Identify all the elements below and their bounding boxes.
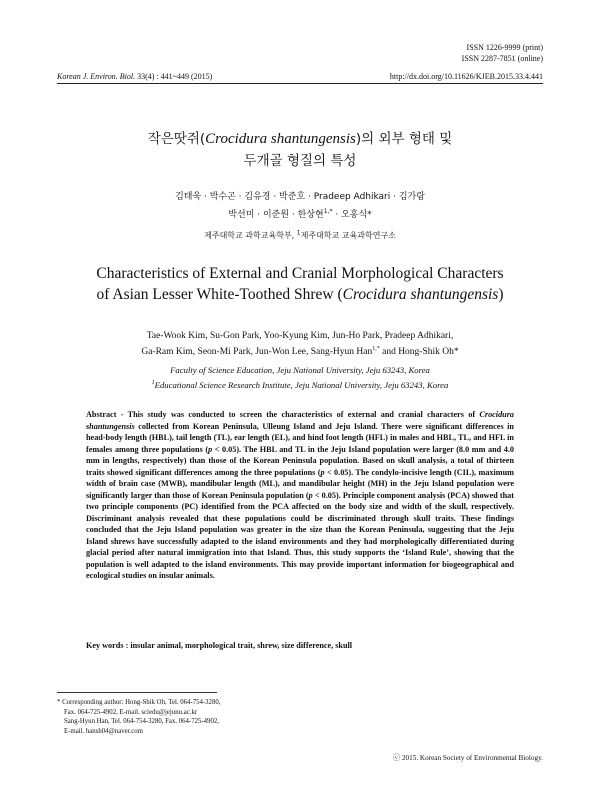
korean-authors-sup: 1,*	[323, 208, 333, 215]
english-title-line1: Characteristics of External and Cranial Morphological Characters	[96, 265, 504, 282]
keywords: Key words : insular animal, morphological trait, shrew, size difference, skull	[86, 641, 353, 650]
korean-title	[57, 128, 543, 172]
journal-header	[57, 71, 543, 84]
abstract-text-4: < 0.05). The condylo-incisive length (CIL), maximum width of brain case (MWB), mandibular length (ML), and mandibular height (MH) in the Jeju Island population were significantly larger than those of Korean Peninsula population (	[86, 467, 514, 500]
korean-affiliation	[57, 230, 543, 241]
english-title	[40, 263, 560, 305]
abstract-text-5: < 0.05). Principle component analysis (PCA) showed that two principle components (PC) identified from the PCA affected on the body size and width of the skull, respectively. Discriminant analysis revealed that these populations could be discriminated through skull traits. These findings concluded that the Jeju Island population was greater in the size than the Korean Peninsula, suggesting that the Jeju Island shrews have successfully adapted to the island environments and they had morphologically differentiated during glacial period after natural immigration into that Island. Thus, this study supports the ‘Island Rule’, showing that the population is well adapted to the island environments. This may provide important information for biogeographical and ecological studies on insular animals.	[86, 490, 514, 580]
abstract-text-3: < 0.05). The HBL and TL in the Jeju Island population were larger (8.0 mm and 4.0 mm in lengths, respectively) than those of the Korean Peninsula population. Based on skull analysis, a total of thirteen traits showed significant differences among the three populations (	[86, 444, 514, 477]
issn-block	[462, 42, 543, 64]
issn-print: ISSN 1226-9999 (print)	[466, 43, 543, 52]
english-affiliation-sup: 1	[151, 380, 155, 387]
abstract-p-symbol: p	[320, 467, 325, 477]
journal-citation	[57, 71, 212, 83]
english-title-line2	[40, 284, 560, 305]
footnote-divider	[57, 692, 217, 693]
english-authors-line2	[57, 344, 543, 360]
abstract-text-2: collected from Korean Peninsula, Ulleung Island and Jeju Island. There were significant differences in head-body length (HBL), tail length (TL), ear length (EL), and hind foot length (HFL) in males and HBL, TL, and HFL in females among three populations (	[86, 421, 514, 454]
korean-authors-names: 박선미 · 이준원 · 한상현	[228, 210, 324, 220]
korean-affiliation-sup: 1	[296, 229, 301, 237]
english-title-text: of Asian Lesser White-Toothed Shrew (	[96, 286, 343, 303]
korean-title-species: Crocidura shantungensis	[205, 131, 356, 147]
korean-title-text: 작은땃쥐(	[147, 131, 206, 147]
english-title-end: )	[498, 286, 504, 303]
corresponding-footnote	[57, 698, 220, 736]
english-title-species: Crocidura shantungensis	[342, 286, 499, 303]
korean-title-line2: 두개골 형질의 특성	[243, 153, 357, 169]
journal-volume: 33(4) : 441~449 (2015)	[137, 72, 213, 81]
english-authors	[57, 328, 543, 360]
korean-affiliation-main: 제주대학교 과학교육학부,	[204, 231, 297, 240]
english-authors-end: and Hong-Shik Oh*	[379, 347, 459, 357]
english-affiliation-line2	[57, 378, 543, 393]
english-authors-line1: Tae-Wook Kim, Su-Gon Park, Yoo-Kyung Kim, Jun-Ho Park, Pradeep Adhikari,	[146, 331, 454, 341]
korean-affiliation-rest: 제주대학교 교육과학연구소	[300, 231, 396, 240]
korean-title-line1	[57, 128, 543, 150]
journal-doi[interactable]: http://dx.doi.org/10.11626/KJEB.2015.33.4.441	[389, 72, 543, 81]
footnote-line4: E-mail. hansh04@naver.com	[64, 727, 143, 735]
english-affiliation	[57, 363, 543, 393]
footnote-line1: * Corresponding author: Hong-Shik Oh, Tel. 064-754-3280,	[57, 699, 221, 706]
abstract-p-symbol: p	[308, 490, 313, 500]
korean-title-text-end: )의 외부 형태 및	[355, 131, 453, 147]
korean-authors	[57, 188, 543, 224]
english-affiliation-text: Educational Science Research Institute, Jeju National University, Jeju 63243, Korea	[154, 380, 449, 390]
english-authors-names: Ga-Ram Kim, Seon-Mi Park, Jun-Won Lee, Sang-Hyun Han	[141, 347, 373, 357]
issn-online: ISSN 2287-7851 (online)	[461, 54, 543, 63]
abstract	[86, 409, 514, 582]
korean-authors-line2	[57, 206, 543, 224]
abstract-text-1: - This study was conducted to screen the characteristics of external and cranial characters of	[116, 410, 480, 419]
copyright: ⓒ 2015. Korean Society of Environmental Biology.	[392, 754, 543, 762]
abstract-species: Crocidura shantungensis	[86, 410, 514, 431]
abstract-p-symbol: p	[208, 444, 213, 454]
footnote-line3: Sang-Hyun Han, Tel. 064-754-3280, Fax. 064-725-4902,	[64, 718, 219, 726]
journal-name: Korean J. Environ. Biol.	[57, 72, 136, 81]
korean-authors-end: · 오홍식*	[332, 210, 372, 220]
footnote-line2: Fax. 064-725-4902, E-mail. sciedu@jejunu.ac.kr	[64, 708, 198, 716]
english-affiliation-line1: Faculty of Science Education, Jeju National University, Jeju 63243, Korea	[170, 365, 430, 375]
korean-authors-line1: 김태욱 · 박수곤 · 김유경 · 박준호 · Pradeep Adhikari · 김가람	[175, 192, 425, 202]
english-authors-sup: 1,*	[372, 345, 380, 352]
abstract-label: Abstract	[86, 410, 117, 419]
